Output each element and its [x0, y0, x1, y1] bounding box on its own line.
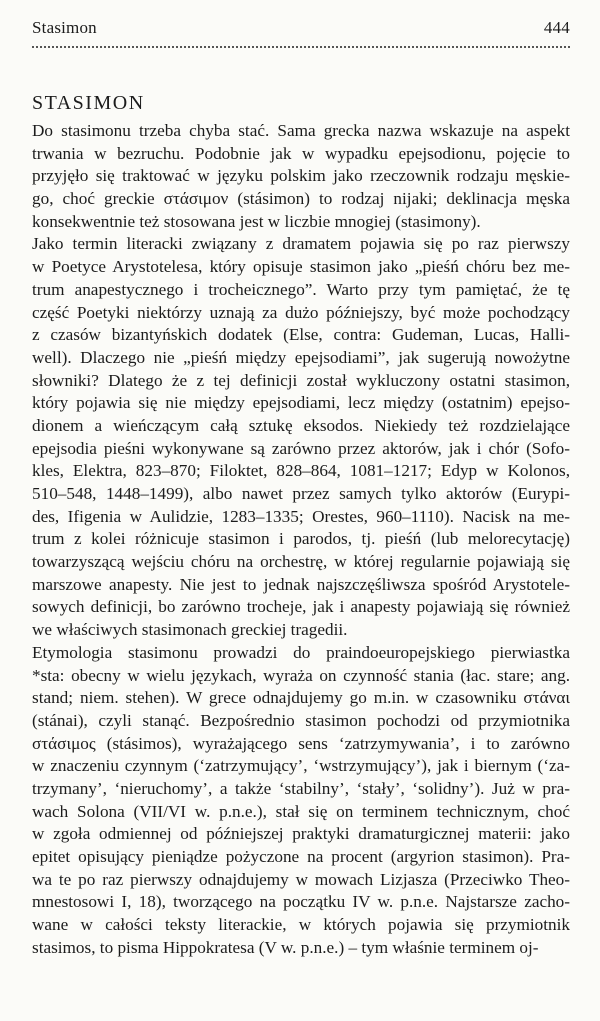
text-line: wa te po raz pierwszy odnajdujemy w mowach Lizjasza (Przeciwko Theo-	[32, 869, 570, 889]
running-title: Stasimon	[32, 18, 97, 37]
text-line: well). Dlaczego nie „pieśń między epejsodiami”, jak sugerują nowożytne	[32, 347, 570, 367]
text-line: sowych definicji, bo zarówno trocheje, jak i anapesty pojawiają się również	[32, 597, 570, 617]
entry-title: STASIMON	[32, 92, 145, 114]
text-line: część Poetyki niektórzy uznają za dużo późniejszy, być może pochodzący	[32, 302, 570, 322]
text-line: który pojawia się nie między epejsodiami, lecz między (ostatnim) epejso-	[32, 393, 570, 413]
text-line: stand; niem. stehen). W grece odnajdujemy go m.in. w czasowniku στάναι	[32, 688, 570, 708]
page-number: 444	[543, 18, 570, 37]
paragraph	[32, 120, 570, 233]
text-line: kles, Elektra, 823–870; Filoktet, 828–864, 1081–1217; Edyp w Kolonos,	[32, 461, 570, 481]
text-line: Etymologia stasimonu prowadzi do praindoeuropejskiego pierwiastka	[32, 642, 570, 662]
text-line: Do stasimonu trzeba chyba stać. Sama grecka nazwa wskazuje na aspekt	[32, 121, 570, 140]
text-line: wach Solona (VII/VI w. p.n.e.), stał się on terminem technicznym, choć	[32, 801, 570, 821]
paragraph	[32, 642, 570, 960]
text-line: epitet opisujący pieniądze pożyczone na procent (argyrion stasimon). Pra-	[32, 847, 570, 866]
text-line: stasimos, to pisma Hippokratesa (V w. p.n.e.) – tym właśnie terminem oj-	[32, 937, 539, 957]
text-line: słowniki? Dlatego że z tej definicji został wykluczony ostatni stasimon,	[32, 370, 570, 390]
text-line: wane w całości teksty literackie, w których pojawia się przymiotnik	[32, 915, 570, 935]
text-line: des, Ifigenia w Aulidzie, 1283–1335; Orestes, 960–1110). Nacisk na me-	[32, 506, 570, 526]
text-line: w znaczeniu czynnym (‘zatrzymujący’, ‘wstrzymujący’), jak i biernym (‘za-	[32, 756, 570, 776]
paragraph	[32, 233, 570, 641]
entry-body	[32, 120, 570, 959]
text-line: trwania w bezruchu. Podobnie jak w wypadku epejsodionu, pojęcie to	[32, 143, 570, 163]
text-line: przyjęło się traktować w języku polskim jako rzeczownik rodzaju męskie-	[32, 166, 570, 186]
text-line: towarzyszącą wejściu chóru na orchestrę, w której regularnie pojawiają się	[32, 552, 570, 572]
text-line: στάσιμος (stásimos), wyrażającego sens ‘zatrzymywania’, i to zarówno	[32, 733, 570, 753]
text-line: mnestosowi I, 18), tworzącego na początku IV w. p.n.e. Najstarsze zacho-	[32, 892, 570, 912]
text-line: dionem a wieńczącym całą sztukę eksodos. Niekiedy też rozdzielające	[32, 415, 570, 435]
text-line: Jako termin literacki związany z dramatem pojawia się po raz pierwszy	[32, 234, 570, 254]
text-line: *sta: obecny w wielu językach, wyraża on czynność stania (łac. stare; ang.	[32, 665, 570, 685]
text-line: 510–548, 1448–1499), albo nawet przez samych tylko aktorów (Eurypi-	[32, 484, 570, 503]
dotted-rule	[32, 46, 570, 48]
text-line: konsekwentnie też stosowana jest w liczbie mnogiej (stasimony).	[32, 211, 481, 231]
text-line: we właściwych stasimonach greckiej tragedii.	[32, 620, 348, 640]
text-line: w zgoła odmiennej od późniejszej praktyki dramaturgicznej materii: jako	[32, 824, 570, 844]
text-line: epejsodia pieśni wykonywane są zarówno przez aktorów, jak i chór (Sofo-	[32, 438, 570, 458]
text-line: w Poetyce Arystotelesa, który opisuje stasimon jako „pieśń chóru bez me-	[32, 257, 570, 277]
text-line: go, choć greckie στάσιμον (stásimon) to rodzaj nijaki; deklinacja męska	[32, 189, 570, 209]
text-line: (stánai), czyli stanąć. Bezpośrednio stasimon pochodzi od przymiotnika	[32, 710, 570, 730]
text-line: trum anapestycznego i trocheicznego”. Warto przy tym pamiętać, że tę	[32, 279, 570, 299]
text-line: z czasów bizantyńskich dodatek (Else, contra: Gudeman, Lucas, Halli-	[32, 325, 570, 345]
text-line: trzymany’, ‘nieruchomy’, a także ‘stabilny’, ‘stały’, ‘solidny’). Już w pra-	[32, 778, 570, 798]
text-line: marszowe anapesty. Nie jest to jednak najszczęśliwsza spośród Arystotele-	[32, 574, 570, 594]
text-line: trum z kolei różnicuje stasimon i parodos, tj. pieśń (lub melorecytację)	[32, 529, 570, 549]
running-head	[32, 14, 570, 38]
